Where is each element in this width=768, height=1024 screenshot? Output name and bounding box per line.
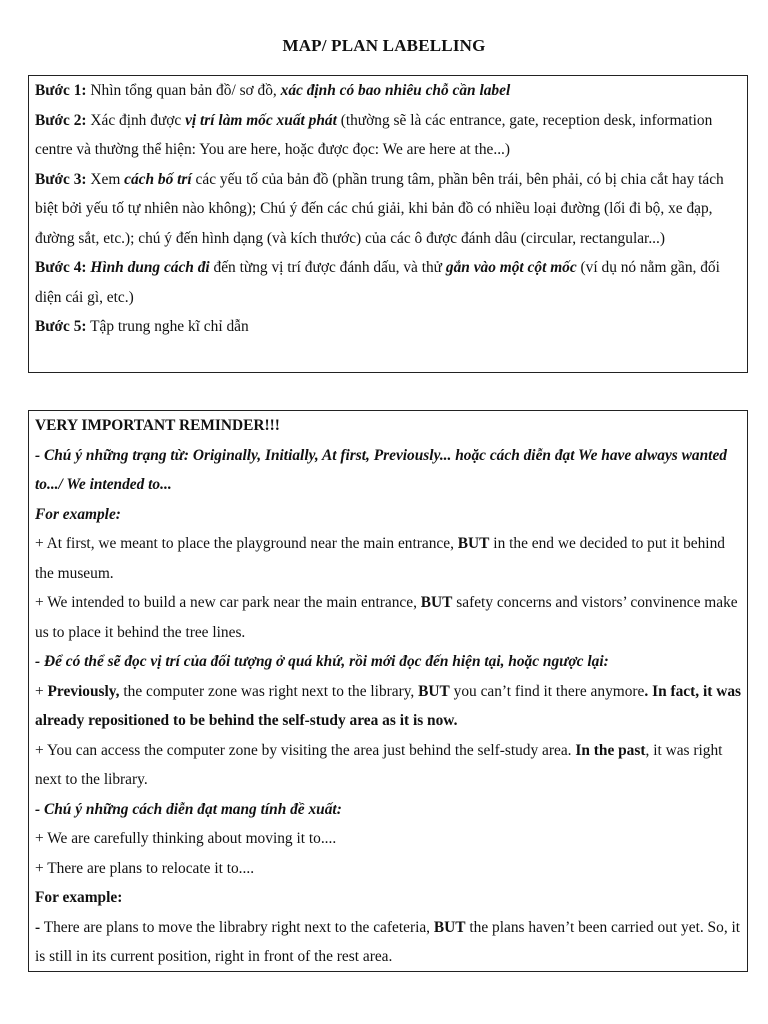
for-example-label-1: For example: bbox=[35, 505, 121, 523]
step-1-text: Nhìn tổng quan bản đồ/ sơ đồ, bbox=[86, 82, 281, 99]
reminder-note-3: - Chú ý những cách diễn đạt mang tính đề xuất: bbox=[35, 800, 342, 818]
reminder-note-2: - Để có thể sẽ đọc vị trí của đối tượng ở quá khứ, rồi mới đọc đến hiện tại, hoặc ngược lại: bbox=[35, 653, 609, 670]
step-5-text: Tập trung nghe kĩ chỉ dẫn bbox=[86, 318, 249, 335]
example-4-in-the-past: In the past bbox=[575, 741, 646, 759]
example-5: + We are carefully thinking about moving it to.... bbox=[35, 830, 337, 847]
example-7-text: There are plans to move the librabry right next to the cafeteria, bbox=[40, 918, 434, 936]
step-2-label: Bước 2: bbox=[35, 111, 87, 129]
reminder-heading: VERY IMPORTANT REMINDER!!! bbox=[35, 417, 280, 434]
example-3-previously: Previously, bbox=[47, 682, 120, 700]
step-4-label: Bước 4: bbox=[35, 259, 87, 276]
example-7-text-2: the plans haven’t been carried out yet. So, it is still in its current position, right in front of the rest area. bbox=[35, 918, 741, 965]
page-title: MAP/ PLAN LABELLING bbox=[282, 36, 486, 55]
example-1-text-2: in the end we decided to put it behind the museum. bbox=[35, 535, 725, 582]
step-3-label: Bước 3: bbox=[35, 170, 87, 188]
step-4-text-2: (ví dụ nó nằm gần, đối diện cái gì, etc.) bbox=[35, 259, 720, 306]
step-1 bbox=[35, 76, 741, 106]
example-3 bbox=[35, 677, 741, 736]
example-1 bbox=[35, 529, 741, 588]
step-5 bbox=[35, 312, 741, 342]
example-4 bbox=[35, 736, 741, 795]
reminder-box bbox=[28, 410, 748, 972]
example-1-text: + At first, we meant to place the playground near the main entrance, bbox=[35, 535, 458, 552]
example-2 bbox=[35, 588, 741, 647]
step-1-emphasis: xác định có bao nhiêu chỗ cần label bbox=[280, 82, 511, 99]
example-7-but: BUT bbox=[433, 918, 466, 936]
example-4-text: + You can access the computer zone by visiting the area just behind the self-study area. bbox=[35, 741, 576, 759]
example-3-text: the computer zone was right next to the library, bbox=[119, 682, 419, 700]
example-1-but: BUT bbox=[457, 535, 490, 552]
steps-box bbox=[28, 75, 748, 373]
step-4-emphasis: Hình dung cách đi bbox=[86, 259, 210, 276]
step-4-text: đến từng vị trí được đánh dấu, và thử bbox=[209, 259, 446, 276]
step-2 bbox=[35, 106, 741, 165]
step-4 bbox=[35, 253, 741, 312]
step-2-emphasis: vị trí làm mốc xuất phát bbox=[185, 111, 337, 129]
example-4-text-2: , it was right next to the library. bbox=[35, 741, 723, 788]
example-2-text-2: safety concerns and vistors’ convinence make us to place it behind the tree lines. bbox=[35, 594, 738, 641]
example-3-prefix: + bbox=[35, 682, 48, 700]
reminder-note-1: - Chú ý những trạng từ: Originally, Initially, At first, Previously... hoặc cách diễn đạt We have always wanted to.../ We intended to... bbox=[35, 446, 727, 493]
example-7 bbox=[35, 913, 741, 972]
example-3-text-2: you can’t find it there anymore bbox=[449, 682, 645, 700]
step-4-emphasis-2: gắn vào một cột mốc bbox=[445, 259, 577, 276]
for-example-label-2: For example: bbox=[35, 889, 123, 906]
step-3-emphasis: cách bố trí bbox=[124, 170, 192, 188]
step-3-text: Xem bbox=[86, 170, 125, 188]
example-7-dash: - bbox=[35, 918, 41, 936]
step-1-label: Bước 1: bbox=[35, 82, 87, 99]
example-2-text: + We intended to build a new car park near the main entrance, bbox=[35, 594, 421, 611]
example-2-but: BUT bbox=[420, 594, 453, 611]
example-3-but: BUT bbox=[418, 682, 450, 700]
step-2-text-2: (thường sẽ là các entrance, gate, reception desk, information centre và thường thể hiện: You are here, hoặc được đọc: We are here at the...) bbox=[35, 111, 713, 158]
step-3-text-2: các yếu tố của bản đồ (phần trung tâm, phần bên trái, bên phải, có bị chia cắt hay tách biệt bởi yếu tố tự nhiên nào không); Chú ý đến các chú giải, khi bản đồ có nhiều loại đường (lối đi bộ, xe đạp, đường sắt, etc.); chú ý đến hình dạng (và kích thước) của các ô được đánh dâu (circular, rectangular...) bbox=[35, 170, 724, 247]
step-2-text: Xác định được bbox=[86, 111, 186, 129]
example-3-bold-tail: . In fact, it was already repositioned to be behind the self-study area as it is now. bbox=[35, 682, 742, 729]
example-6: + There are plans to relocate it to.... bbox=[35, 859, 255, 877]
step-3 bbox=[35, 165, 741, 254]
step-5-label: Bước 5: bbox=[35, 318, 87, 335]
